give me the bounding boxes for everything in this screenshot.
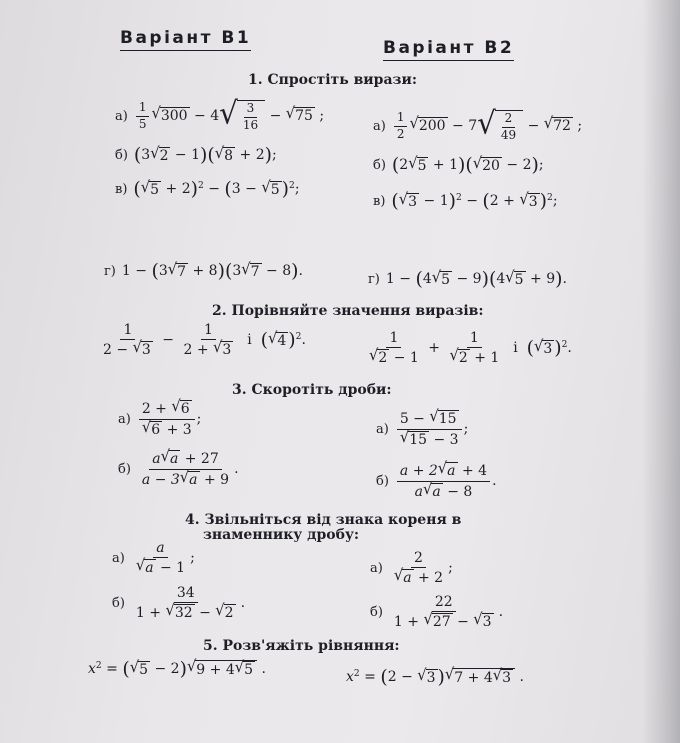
sqrt-fraction: √ $\frac{2}{49}$ <box>477 110 523 143</box>
label-a: а) <box>115 108 128 124</box>
fraction: 1 √ 2 − 1 <box>369 330 419 367</box>
variant-b1-title: Варіант B1 <box>120 28 251 51</box>
fraction: $\frac{1}{5}$ <box>136 101 150 132</box>
v2-task1-g: г) 1 − ( 4 √ 5 − 9 )( 4 √ 5 + 9 ) . <box>368 268 567 290</box>
v1-task3-a: а) 2 + √ 6 √ 6 + 3 ; <box>118 397 202 438</box>
v2-task1-v: в) ( √ 3 − 1 ) $^2$ − ( 2 + √ 3 ) $^2$ ; <box>373 190 558 212</box>
heading-task-5: 5. Розв'яжіть рівняння: <box>203 638 400 654</box>
v2-task5: x $^2$ = ( 2 − √ 3 ) √ 7 + 4 √ 3 . <box>346 665 524 688</box>
heading-task-4-line2: знаменнику дробу: <box>203 527 360 543</box>
v1-task1-v: в) ( √ 5 + 2 ) $^2$ − ( 3 − √ 5 ) $^2$ ; <box>115 178 300 200</box>
v1-task1-a: а) $\frac{1}{5}$ √ 300 − 4 √ $\frac{3}{16}$ − √ 75 ; <box>115 94 325 132</box>
sqrt: √ 200 <box>409 114 446 135</box>
sqrt: √ 300 <box>151 104 188 125</box>
v2-task2: 1 √ 2 − 1 + 1 √ 2 + 1 і ( √ 3 ) $^2$ . <box>364 330 572 367</box>
v2-task4-a: а) 2 √ a + 2 ; <box>370 550 453 587</box>
variant-b2-title: Варіант B2 <box>383 38 514 61</box>
heading-task-2: 2. Порівняйте значення виразів: <box>212 303 484 319</box>
heading-task-4: 4. Звільніться від знака кореня в <box>185 512 462 528</box>
sqrt: √ 72 <box>543 114 571 135</box>
v1-task4-a: а) a √ a − 1 ; <box>112 540 195 577</box>
v1-task5: x $^2$ = ( √ 5 − 2 ) √ 9 + 4 √ 5 . <box>88 657 266 680</box>
v2-task3-b: б) a + 2 √ a + 4 a √ a − 8 . <box>376 459 497 500</box>
heading-task-1: 1. Спростіть вирази: <box>248 72 418 88</box>
v1-task2: 1 2 − √ 3 − 1 2 + √ 3 і ( √ 4 ) $^2$ . <box>98 322 306 359</box>
sqrt-fraction: √ $\frac{3}{16}$ <box>219 100 265 133</box>
fraction: $\frac{1}{2}$ <box>394 111 408 142</box>
v1-task1-b: б) ( 3 √ 2 − 1 )( √ 8 + 2 ) ; <box>115 144 277 166</box>
fraction: 1 2 − √ 3 <box>103 322 151 359</box>
fraction: 1 √ 2 + 1 <box>449 330 500 367</box>
v2-task3-a: а) 5 − √ 15 √ 15 − 3 ; <box>376 407 469 448</box>
label-a: а) <box>373 118 386 134</box>
v1-task1-g: г) 1 − ( 3 √ 7 + 8 )( 3 √ 7 − 8 ) . <box>104 260 303 282</box>
v2-task1-a: а) $\frac{1}{2}$ √ 200 − 7 √ $\frac{2}{49}$ − √ 72 ; <box>373 104 583 142</box>
v2-task1-b: б) ( 2 √ 5 + 1 )( √ 20 − 2 ) ; <box>373 154 544 176</box>
sqrt: √ 75 <box>285 104 313 125</box>
page-shadow-edge <box>642 0 680 743</box>
v1-task4-b: б) 34 1 + √ 32 − √ 2 . <box>112 585 246 622</box>
heading-task-3: 3. Скоротіть дроби: <box>232 382 392 398</box>
fraction: 1 2 + √ 3 <box>183 322 232 359</box>
v1-task3-b: б) a √ a + 27 a − 3 √ a + 9 . <box>118 447 239 488</box>
v2-task4-b: б) 22 1 + √ 27 − √ 3 . <box>370 594 504 631</box>
